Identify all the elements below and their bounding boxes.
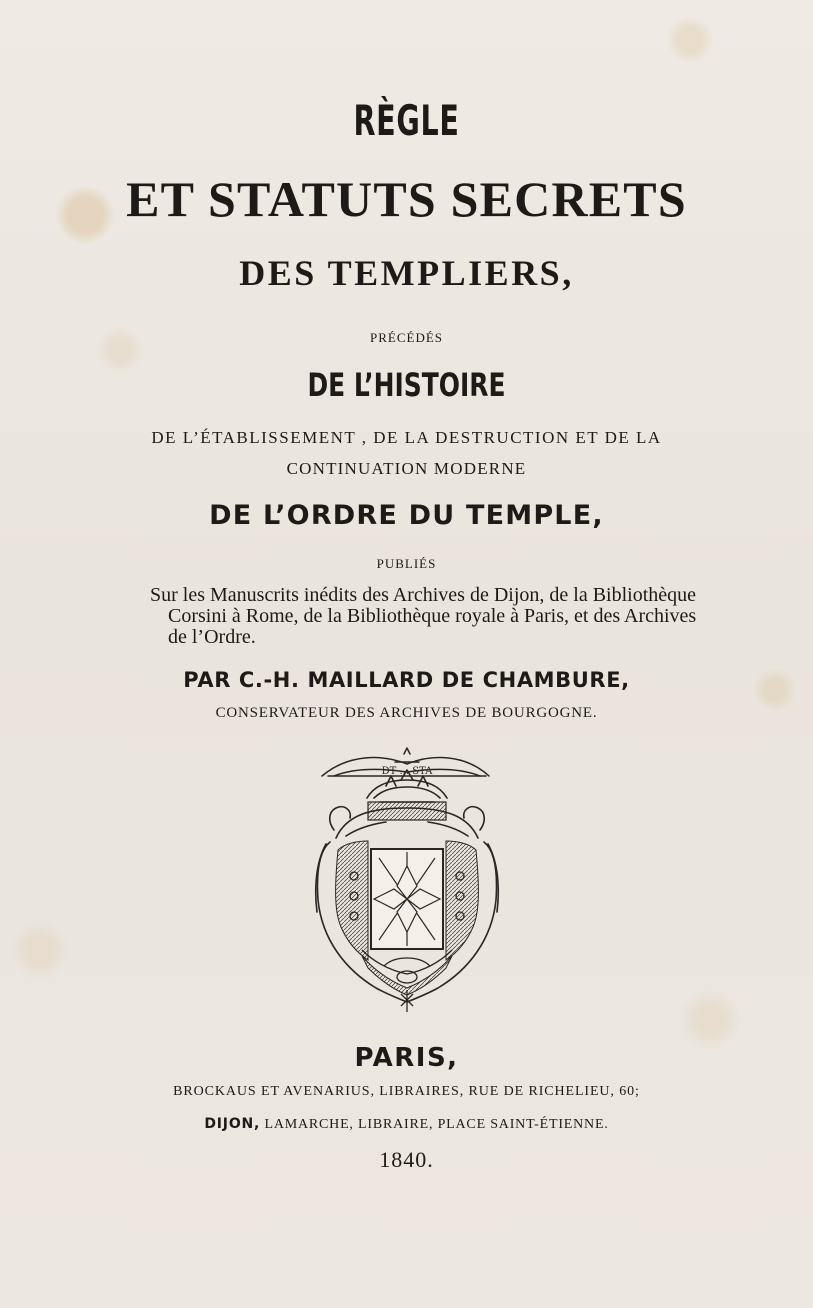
establishment-line-2: CONTINUATION MODERNE	[286, 459, 527, 478]
ordre-heading: DE L’ORDRE DU TEMPLE,	[209, 500, 604, 531]
sources-line-2: Corsini à Rome, de la Bibliothèque royale à Paris, et des Archives	[168, 605, 697, 627]
sources-line-1: Sur les Manuscrits inédits des Archives de Dijon, de la Bibliothèque	[150, 584, 697, 606]
imprint-dijon-rest: LAMARCHE, LIBRAIRE, PLACE SAINT-ÉTIENNE.	[264, 1117, 609, 1132]
coat-of-arms	[300, 746, 514, 1020]
imprint-publisher: BROCKAUS ET AVENARIUS, LIBRAIRES, RUE DE RICHELIEU, 60;	[173, 1084, 640, 1099]
sources-paragraph	[150, 584, 697, 648]
sources-line-3: de l’Ordre.	[168, 626, 256, 648]
motto-text: DT ... STA	[381, 766, 433, 777]
title-line-statuts: ET STATUTS SECRETS	[126, 171, 687, 227]
establishment-line-1: DE L’ÉTABLISSEMENT , DE LA DESTRUCTION ET DE LA	[151, 428, 662, 447]
author-role: CONSERVATEUR DES ARCHIVES DE BOURGOGNE.	[215, 705, 598, 721]
precedes-label: PRÉCÉDÉS	[369, 330, 443, 345]
histoire-heading: DE L’HISTOIRE	[307, 366, 506, 404]
title-line-templiers: DES TEMPLIERS,	[239, 253, 574, 293]
title-line-regle: RÈGLE	[353, 96, 460, 145]
publies-label: PUBLIÉS	[376, 556, 437, 571]
publication-year: 1840.	[379, 1147, 434, 1172]
imprint-dijon-label: DIJON,	[204, 1116, 261, 1132]
author-line: PAR C.-H. MAILLARD DE CHAMBURE,	[183, 668, 630, 692]
imprint-dijon-line	[0, 1116, 813, 1133]
imprint-city: PARIS,	[354, 1043, 459, 1073]
coat-of-arms-icon	[300, 746, 514, 1020]
